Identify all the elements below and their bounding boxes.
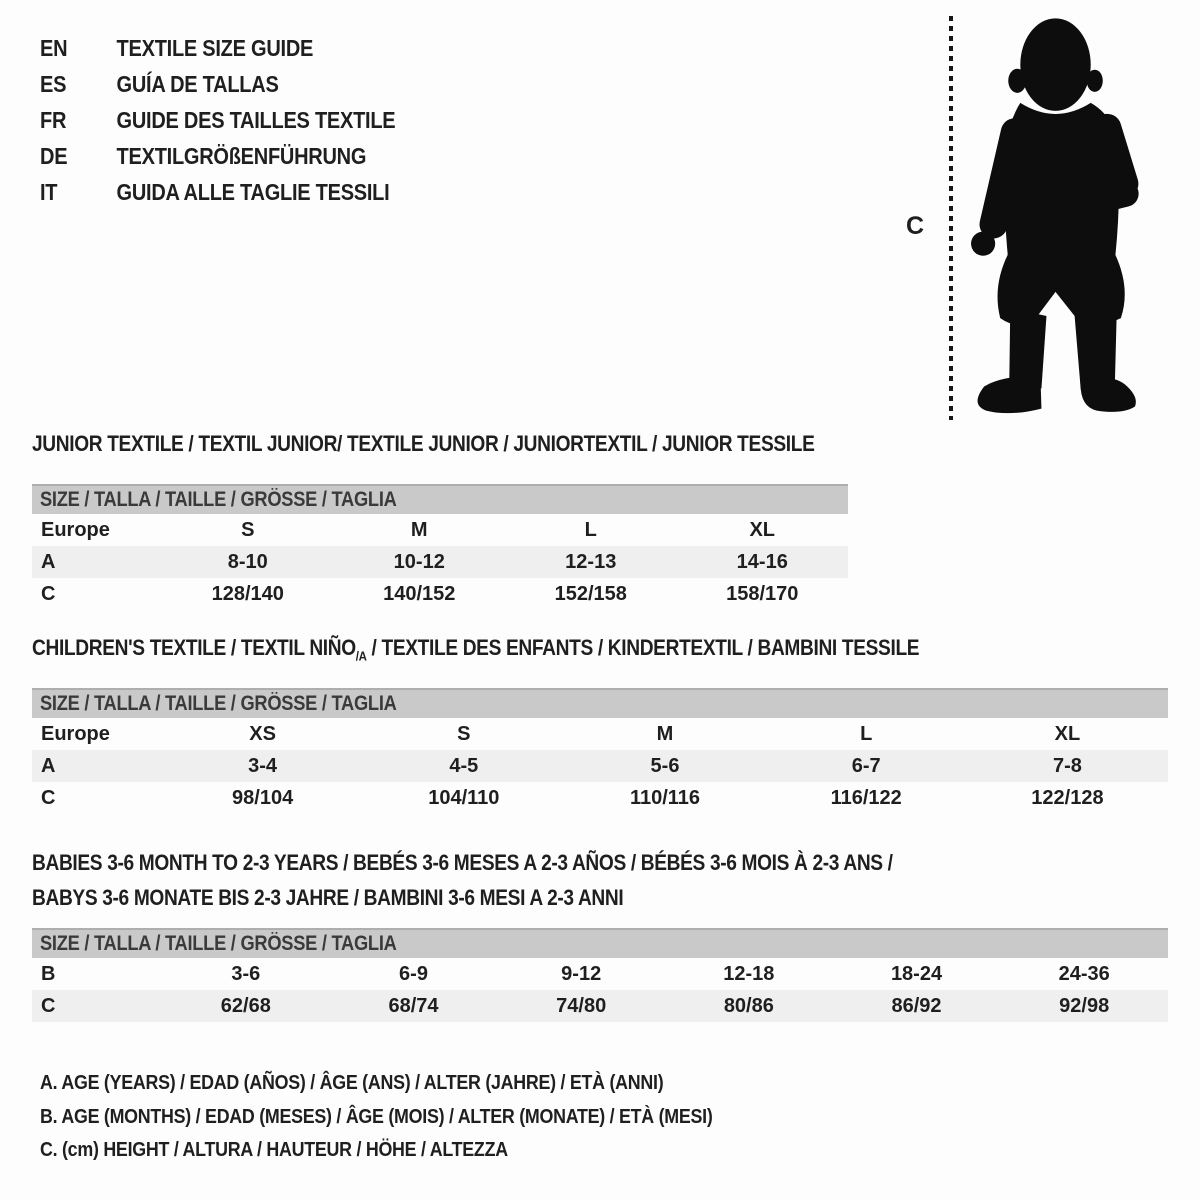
lang-code: FR	[40, 106, 67, 133]
height-cell: 80/86	[723, 994, 774, 1017]
lang-row-de	[40, 138, 395, 174]
age-cell: 8-10	[227, 550, 268, 573]
age-cell: 6-7	[851, 754, 881, 777]
lang-title: GUIDE DES TAILLES TEXTILE	[116, 106, 396, 133]
lang-title: GUÍA DE TALLAS	[116, 70, 279, 97]
lang-row-it	[40, 174, 395, 210]
height-cell: 116/122	[830, 786, 902, 809]
months-cell: 3-6	[231, 962, 261, 985]
height-dashed-line	[949, 16, 953, 420]
table-row-height	[32, 990, 1168, 1022]
size-header-label: SIZE / TALLA / TAILLE / GRÖSSE / TAGLIA	[40, 692, 397, 715]
size-cell: M	[410, 518, 428, 541]
height-cell: 68/74	[388, 994, 439, 1017]
lang-code: IT	[40, 178, 58, 205]
size-cell: L	[584, 518, 597, 541]
size-header-bar	[32, 484, 848, 514]
height-measure-figure	[900, 0, 1160, 435]
lang-row-es	[40, 66, 395, 102]
row-label: A	[41, 550, 56, 573]
table-row-age	[32, 546, 848, 578]
size-header-bar	[32, 928, 1168, 958]
lang-title: TEXTILE SIZE GUIDE	[116, 34, 314, 61]
table-row-europe	[32, 718, 1168, 750]
height-cell: 140/152	[383, 582, 456, 605]
height-cell: 158/170	[726, 582, 799, 605]
table-row-height	[32, 782, 1168, 814]
children-textile-section	[32, 636, 1168, 814]
table-row-months	[32, 958, 1168, 990]
size-cell: XS	[249, 722, 276, 745]
toddler-silhouette-image	[962, 14, 1143, 417]
age-cell: 7-8	[1052, 754, 1082, 777]
size-cell: M	[656, 722, 674, 745]
babies-textile-section	[32, 845, 1168, 1022]
row-label: Europe	[41, 722, 110, 745]
size-cell: S	[241, 518, 255, 541]
legend-line-a: A. AGE (YEARS) / EDAD (AÑOS) / ÂGE (ANS) / ALTER (JAHRE) / ETÀ (ANNI)	[40, 1071, 664, 1094]
height-cell: 152/158	[554, 582, 627, 605]
row-label: B	[41, 962, 56, 985]
babies-section-title: BABIES 3-6 MONTH TO 2-3 YEARS / BEBÉS 3-6 MESES A 2-3 AÑOS / BÉBÉS 3-6 MOIS À 2-3 ANS / BABYS 3-6 MONATE BIS 2-3 JAHRE / BAMBINI 3-6 MESI A 2-3 ANNI	[32, 850, 893, 910]
height-cell: 74/80	[556, 994, 607, 1017]
row-label: Europe	[41, 518, 110, 541]
age-cell: 14-16	[736, 550, 788, 573]
height-cell: 98/104	[232, 786, 294, 809]
size-header-bar	[32, 688, 1168, 718]
age-cell: 4-5	[449, 754, 479, 777]
measure-legend	[40, 1066, 813, 1167]
height-cell: 62/68	[220, 994, 271, 1017]
size-cell: XL	[749, 518, 776, 541]
size-header-label: SIZE / TALLA / TAILLE / GRÖSSE / TAGLIA	[40, 488, 397, 511]
lang-row-fr	[40, 102, 395, 138]
lang-title: GUIDA ALLE TAGLIE TESSILI	[116, 178, 390, 205]
age-cell: 10-12	[393, 550, 445, 573]
table-row-height	[32, 578, 848, 610]
lang-row-en	[40, 30, 395, 66]
height-cell: 110/116	[629, 786, 701, 809]
row-label: C	[41, 994, 56, 1017]
lang-code: DE	[40, 142, 68, 169]
height-measure-label: C	[906, 212, 925, 240]
months-cell: 18-24	[890, 962, 943, 985]
nino-a-subscript: /A	[355, 648, 367, 664]
lang-code: ES	[40, 70, 67, 97]
row-label: A	[41, 754, 56, 777]
lang-code: EN	[40, 34, 68, 61]
height-cell: 128/140	[211, 582, 284, 605]
size-cell: S	[457, 722, 471, 745]
size-cell: XL	[1054, 722, 1081, 745]
language-title-list	[40, 30, 449, 210]
legend-line-b: B. AGE (MONTHS) / EDAD (MESES) / ÂGE (MOIS) / ALTER (MONATE) / ETÀ (MESI)	[40, 1104, 713, 1128]
lang-title: TEXTILGRÖßENFÜHRUNG	[116, 142, 367, 169]
age-cell: 3-4	[248, 754, 278, 777]
age-cell: 5-6	[650, 754, 680, 777]
height-cell: 86/92	[891, 994, 942, 1017]
row-label: C	[41, 786, 56, 809]
row-label: C	[41, 582, 56, 605]
size-cell: L	[860, 722, 873, 745]
legend-line-c: C. (cm) HEIGHT / ALTURA / HAUTEUR / HÖHE / ALTEZZA	[40, 1138, 508, 1161]
junior-section-title: JUNIOR TEXTILE / TEXTIL JUNIOR/ TEXTILE JUNIOR / JUNIORTEXTIL / JUNIOR TESSILE	[32, 431, 815, 456]
height-cell: 104/110	[428, 786, 500, 809]
months-cell: 12-18	[723, 962, 775, 985]
table-row-age	[32, 750, 1168, 782]
children-section-title: CHILDREN'S TEXTILE / TEXTIL $NIÑO_{/A}$ / TEXTILE DES ENFANTS / KINDERTEXTIL / BAMBINI TESSILE	[32, 635, 920, 664]
age-cell: 12-13	[565, 550, 617, 573]
size-header-label: SIZE / TALLA / TAILLE / GRÖSSE / TAGLIA	[40, 932, 397, 955]
months-cell: 24-36	[1058, 962, 1110, 985]
height-cell: 92/98	[1059, 994, 1110, 1017]
months-cell: 9-12	[561, 962, 602, 985]
junior-textile-section	[32, 432, 848, 610]
height-cell: 122/128	[1031, 786, 1104, 809]
months-cell: 6-9	[399, 962, 428, 985]
table-row-europe	[32, 514, 848, 546]
